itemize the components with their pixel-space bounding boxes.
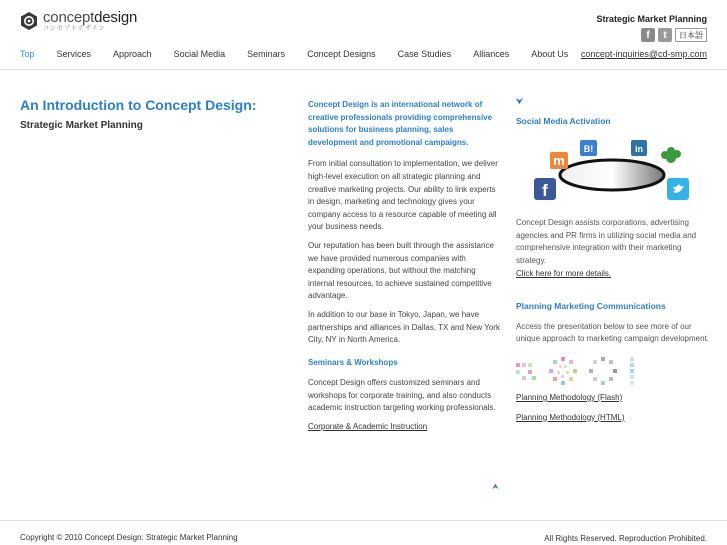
svg-text:m: m: [553, 153, 565, 169]
seminars-text: Concept Design offers customized seminars and workshops for corporate training, and also conducts academic instruction targeting working professionals.: [308, 378, 496, 413]
contact-email-link[interactable]: concept-inquiries@cd-smp.com: [580, 49, 707, 59]
page-subtitle: Strategic Market Planning: [20, 120, 143, 131]
main-nav: [20, 49, 590, 59]
planning-methodology-flash-link[interactable]: Planning Methodology (Flash): [516, 392, 623, 402]
facebook-icon[interactable]: f: [641, 28, 655, 42]
header-social-links: [641, 28, 707, 42]
nav-item-seminars[interactable]: Seminars: [247, 49, 286, 59]
nav-item-approach[interactable]: Approach: [113, 49, 152, 59]
social-media-ring-icon: [534, 140, 689, 202]
site-logo[interactable]: [19, 10, 137, 32]
social-media-graphic[interactable]: [534, 140, 689, 202]
logo-subtext: コンセプトデザイン: [43, 26, 106, 32]
twitter-icon[interactable]: t: [658, 28, 672, 42]
intro-column: [308, 99, 500, 434]
dot-ring-icon-1: [548, 356, 578, 386]
seminars-heading: Seminars & Workshops: [308, 357, 398, 367]
intro-lead: Concept Design is an international network of creative professionals providing comprehensive solutions for business planning, sales development and promotional campaigns.: [308, 100, 493, 147]
dot-ring-icon-2: [588, 356, 618, 386]
svg-text:B!: B!: [583, 144, 594, 155]
intro-paragraph-2: Our reputation has been built through the assistance we have provided numerous companies with expanding operations, but without the matching internal resources, to achieve sustained competitive advantage.: [308, 240, 494, 301]
nav-item-case-studies[interactable]: Case Studies: [397, 49, 452, 59]
intro-paragraph-1: From initial consultation to implementation, we deliver high-level execution on all strategic planning and creative marketing projects. Our ability to link experts in design, marketing and technology gives your company access to a resource capable of meeting all your business needs.: [308, 159, 498, 232]
planning-methodology-html-link[interactable]: Planning Methodology (HTML): [516, 412, 625, 422]
social-media-text: Concept Design assists corporations, advertising agencies and PR firms in utilizing social media and comprehensive integration with their marketing strategy.: [516, 218, 697, 265]
japanese-language-button[interactable]: 日本語: [675, 28, 707, 42]
nav-item-services[interactable]: Services: [56, 49, 92, 59]
site-footer: [0, 520, 727, 545]
nav-item-about-us[interactable]: About Us: [531, 49, 569, 59]
logo-wordmark: conceptdesign: [43, 9, 138, 26]
nav-item-top[interactable]: Top: [20, 49, 35, 59]
dot-column-icon: [628, 357, 636, 385]
corporate-academic-link[interactable]: Corporate & Academic Instruction: [308, 422, 428, 432]
copyright-text: Copyright © 2010 Concept Design: Strategic Market Planning: [20, 533, 238, 542]
nav-item-social-media[interactable]: Social Media: [173, 49, 226, 59]
svg-text:in: in: [635, 144, 643, 155]
intro-paragraph-3: In addition to our base in Tokyo, Japan, we have partnerships and alliances in Dallas, TX and New York City, NY in North America.: [308, 309, 500, 345]
planning-text: Access the presentation below to see more of our unique approach to marketing campaign development.: [516, 321, 710, 344]
nav-item-alliances[interactable]: Alliances: [473, 49, 510, 59]
rights-text: All Rights Reserved. Reproduction Prohibited.: [544, 534, 707, 543]
down-arrow-icon: ⮟: [516, 97, 523, 106]
logo-mark-icon: [19, 11, 39, 31]
site-title: Strategic Market Planning: [596, 14, 707, 24]
nav-item-concept-designs[interactable]: Concept Designs: [307, 49, 376, 59]
methodology-dots-graphic[interactable]: [516, 356, 711, 386]
page-title: An Introduction to Concept Design:: [20, 97, 257, 113]
planning-heading: Planning Marketing Communications: [516, 301, 666, 312]
social-media-heading: Social Media Activation: [516, 115, 611, 126]
social-media-details-link[interactable]: Click here for more details.: [516, 268, 612, 278]
back-to-top-icon[interactable]: ⮝: [492, 482, 499, 491]
sidebar-column: [516, 96, 711, 424]
dot-grid-icon-1: [516, 361, 538, 381]
svg-text:f: f: [542, 181, 548, 201]
site-header: [0, 0, 727, 70]
